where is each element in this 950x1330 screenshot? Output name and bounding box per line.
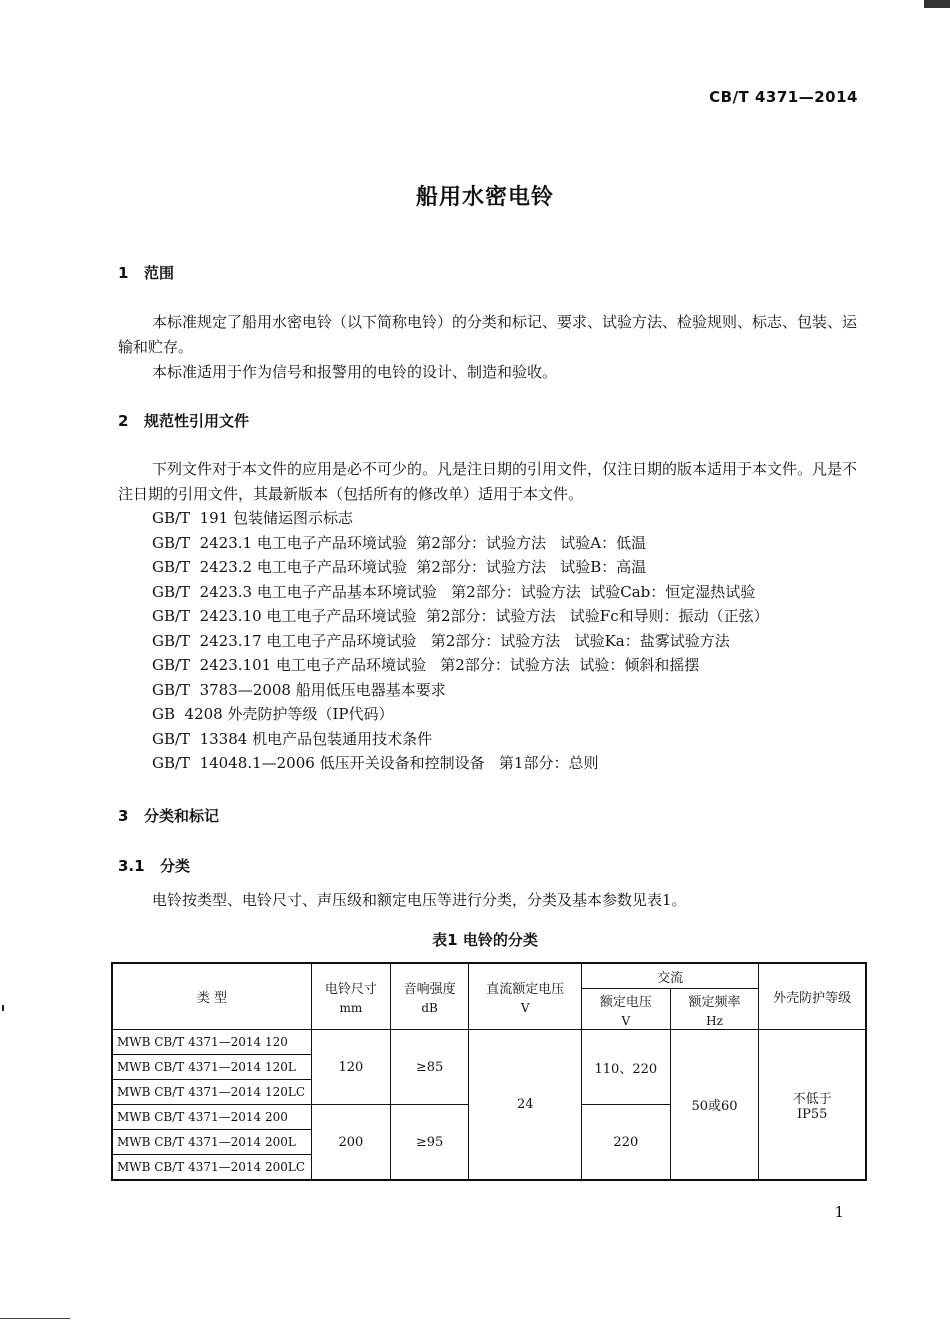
ac-frequency-cell: 50或60 [670, 1030, 759, 1181]
sound-cell: ≥85 [390, 1030, 469, 1105]
reference-title: 电工电子产品基本环境试验 第2部分：试验方法 试验Cab：恒定湿热试验 [256, 582, 756, 601]
reference-item [152, 604, 769, 629]
reference-item [152, 555, 769, 580]
reference-code: GB/T 3783—2008 [152, 680, 291, 699]
header-ac-frequency: 额定频率 Hz [670, 989, 759, 1030]
section-number: 3 [118, 807, 129, 825]
reference-title: 电工电子产品环境试验 第2部分：试验方法 试验B：高温 [256, 558, 647, 576]
reference-title: 船用低压电器基本要求 [295, 680, 446, 699]
scan-artifact [924, 0, 950, 8]
reference-title: 包装储运图示标志 [233, 509, 354, 527]
reference-code: GB/T 14048.1—2006 [152, 754, 315, 772]
section-1-paragraph-2 [118, 360, 868, 385]
section-3-1-paragraph [118, 888, 868, 913]
header-ac: 交流 [581, 963, 758, 989]
reference-title: 低压开关设备和控制设备 第1部分：总则 [319, 754, 599, 772]
model-cell: MWB CB/T 4371—2014 200LC [112, 1155, 311, 1181]
table-1-caption: 表1 电铃的分类 [432, 931, 538, 949]
reference-item [152, 629, 769, 654]
section-2-heading [118, 410, 249, 431]
ip-cell: 不低于 IP55 [759, 1030, 866, 1181]
ac-voltage-cell: 220 [581, 1105, 670, 1181]
section-number: 2 [118, 412, 129, 430]
reference-code: GB/T 2423.3 [152, 582, 253, 601]
standard-code: CB/T 4371—2014 [709, 88, 858, 106]
model-cell: MWB CB/T 4371—2014 120L [112, 1055, 311, 1080]
reference-item [152, 727, 769, 752]
ac-voltage-cell: 110、220 [581, 1030, 670, 1105]
reference-list [152, 506, 769, 776]
reference-title: 电工电子产品环境试验 第2部分：试验方法 试验Fc和导则：振动（正弦） [266, 607, 769, 625]
section-3-heading [118, 805, 219, 826]
reference-code: GB/T 191 [152, 509, 229, 527]
section-title: 规范性引用文件 [144, 412, 250, 430]
reference-title: 机电产品包装通用技术条件 [252, 729, 433, 748]
section-2-intro [118, 457, 868, 507]
section-number: 1 [118, 264, 129, 282]
table-header-row [112, 963, 866, 989]
reference-code: GB/T 13384 [152, 729, 248, 748]
reference-title: 电工电子产品环境试验 第2部分：试验方法 试验Ka：盐雾试验方法 [266, 631, 730, 650]
table-row [112, 1030, 866, 1055]
section-title: 范围 [144, 264, 175, 282]
header-sound: 音响强度 dB [390, 963, 469, 1030]
header-size: 电铃尺寸 mm [311, 963, 390, 1030]
dc-voltage-cell: 24 [469, 1030, 582, 1181]
reference-code: GB 4208 [152, 705, 223, 723]
document-title: 船用水密电铃 [415, 185, 554, 210]
reference-item [152, 653, 769, 678]
model-cell: MWB CB/T 4371—2014 120 [112, 1030, 311, 1055]
section-title: 分类 [160, 857, 191, 875]
sound-cell: ≥95 [390, 1105, 469, 1181]
reference-item [152, 751, 769, 776]
reference-item [152, 580, 769, 605]
size-cell: 120 [311, 1030, 390, 1105]
reference-item [152, 531, 769, 556]
classification-table [111, 962, 867, 1181]
reference-code: GB/T 2423.2 [152, 558, 253, 576]
reference-item [152, 678, 769, 703]
reference-code: GB/T 2423.1 [152, 533, 253, 552]
header-dc-voltage: 直流额定电压 V [469, 963, 582, 1030]
size-cell: 200 [311, 1105, 390, 1181]
section-3-1-heading [118, 855, 190, 876]
paragraph-text: 本标准适用于作为信号和报警用的电铃的设计、制造和验收。 [152, 363, 558, 381]
model-cell: MWB CB/T 4371—2014 120LC [112, 1080, 311, 1105]
scan-artifact [2, 1005, 4, 1011]
section-1-paragraph-1 [118, 310, 868, 360]
model-cell: MWB CB/T 4371—2014 200 [112, 1105, 311, 1130]
reference-item [152, 506, 769, 531]
reference-title: 电工电子产品环境试验 第2部分：试验方法 试验A：低温 [256, 533, 647, 552]
header-type: 类 型 [112, 963, 311, 1030]
paragraph-text: 下列文件对于本文件的应用是必不可少的。凡是注日期的引用文件，仅注日期的版本适用于本文件。凡是不注日期的引用文件，其最新版本（包括所有的修改单）适用于本文件。 [118, 460, 858, 503]
paragraph-text: 电铃按类型、电铃尺寸、声压级和额定电压等进行分类，分类及基本参数见表1。 [152, 891, 687, 909]
header-ip: 外壳防护等级 [759, 963, 866, 1030]
paragraph-text: 本标准规定了船用水密电铃（以下简称电铃）的分类和标记、要求、试验方法、检验规则、标志、包装、运输和贮存。 [118, 313, 858, 356]
section-title: 分类和标记 [144, 807, 220, 825]
reference-title: 电工电子产品环境试验 第2部分：试验方法 试验：倾斜和摇摆 [275, 656, 700, 674]
reference-code: GB/T 2423.101 [152, 656, 272, 674]
scan-artifact [0, 1318, 70, 1319]
section-number: 3.1 [118, 857, 145, 875]
header-ac-voltage: 额定电压 V [581, 989, 670, 1030]
page-number: 1 [834, 1203, 844, 1221]
reference-item [152, 702, 769, 727]
section-1-heading [118, 262, 174, 283]
reference-code: GB/T 2423.17 [152, 631, 262, 650]
reference-code: GB/T 2423.10 [152, 607, 262, 625]
model-cell: MWB CB/T 4371—2014 200L [112, 1130, 311, 1155]
reference-title: 外壳防护等级（IP代码） [227, 705, 394, 723]
